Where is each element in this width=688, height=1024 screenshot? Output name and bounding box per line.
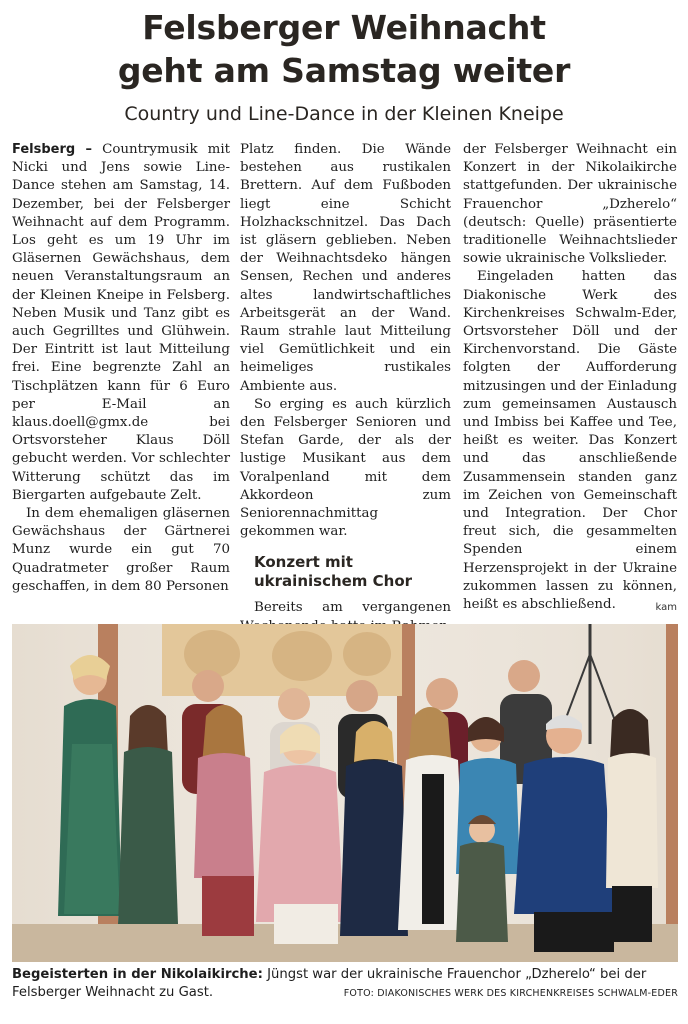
article-column-1 (12, 141, 230, 596)
subheading-line-1: Konzert mit (254, 553, 353, 572)
article-column-3 (463, 141, 677, 617)
choir-photo-illustration (12, 624, 678, 962)
article-paragraph: So erging es auch kürzlich den Felsberger Senioren und Stefan Garde, der als der lustige Musikant aus dem Voralpenland mit dem Akkordeon zum Seniorennachmittag gekommen war. (240, 396, 451, 540)
choir-photo (12, 624, 678, 962)
article-paragraph (12, 141, 230, 505)
author-initials: kam (655, 602, 677, 614)
paragraph-text: Eingeladen hatten das Diakonische Werk des Kirchenkreises Schwalm-Eder, Ortsvorsteher Döll und der Kirchenvorstand. Die Gäste folgten der Aufforderung mitzusingen und der Einladung zum gemeinsamen Austausch und Imbiss bei Kaffee und Tee, heißt es weiter. Das Konzert und das anschließende Zusammensein standen ganz im Zeichen von Gemeinschaft und Integration. Der Chor freut sich, die gesammelten Spenden einem Herzensprojekt in der Ukraine zukommen lassen zu können, heißt es abschließend. (463, 269, 677, 613)
article-column-2 (240, 141, 451, 636)
caption-lead: Begeisterten in der Nikolaikirche: (12, 967, 263, 982)
section-subheading (254, 553, 451, 591)
article-paragraph: der Felsberger Weihnacht ein Konzert in der Nikolaikirche stattgefunden. Der ukrainische Frauenchor „Dzherelo“ (deutsch: Quelle) präsentierte traditionelle Weihnachtslieder sowie ukrainische Volkslieder. (463, 142, 677, 267)
dateline: Felsberg – (12, 142, 93, 157)
headline-line-1: Felsberger Weihnacht (142, 8, 546, 47)
photo-credit: FOTO: DIAKONISCHES WERK DES KIRCHENKREISES SCHWALM-EDER (343, 988, 678, 999)
caption-text: Jüngst war der ukrainische Frauenchor „Dzherelo“ bei der Felsberger Weihnacht zu Gast. (12, 967, 647, 1000)
article-paragraph: In dem ehemaligen gläsernen Gewächshaus der Gärtnerei Munz wurde ein gut 70 Quadratmeter großer Raum geschaffen, in dem 80 Personen (12, 506, 230, 594)
article-paragraph (463, 268, 677, 614)
headline-line-2: geht am Samstag weiter (117, 51, 571, 90)
headline (0, 6, 688, 92)
subheadline: Country und Line-Dance in der Kleinen Kneipe (124, 103, 564, 125)
paragraph-text: Countrymusik mit Nicki und Jens sowie Line-Dance stehen am Samstag, 14. Dezember, bei der Felsberger Weihnacht auf dem Programm. Los geht es um 19 Uhr im Gläsernen Gewächshaus, dem neuen Veranstaltungsraum an der Kleinen Kneipe in Felsberg. Neben Musik und Tanz gibt es auch Gegrilltes und Glühwein. Der Eintritt ist laut Mitteilung frei. Eine begrenzte Zahl an Tischplätzen kann für 6 Euro per E-Mail an klaus.doell@gmx.de bei Ortsvorsteher Klaus Döll gebucht werden. Vor schlechter Witterung schützt das im Biergarten aufgebaute Zelt. (12, 142, 230, 503)
subheading-line-2: ukrainischem Chor (254, 572, 413, 591)
article-paragraph: Platz finden. Die Wände bestehen aus rustikalen Brettern. Auf dem Fußboden liegt eine Schicht Holzhackschnitzel. Das Dach ist gläsern geblieben. Neben der Weihnachtsdeko hängen Sensen, Rechen und anderes altes landwirtschaftliches Arbeitsgerät an der Wand. Raum strahle laut Mitteilung viel Gemütlichkeit und ein heimeliges rustikales Ambiente aus. (240, 142, 451, 394)
article-paragraph: Bereits am vergangenen (254, 600, 451, 616)
